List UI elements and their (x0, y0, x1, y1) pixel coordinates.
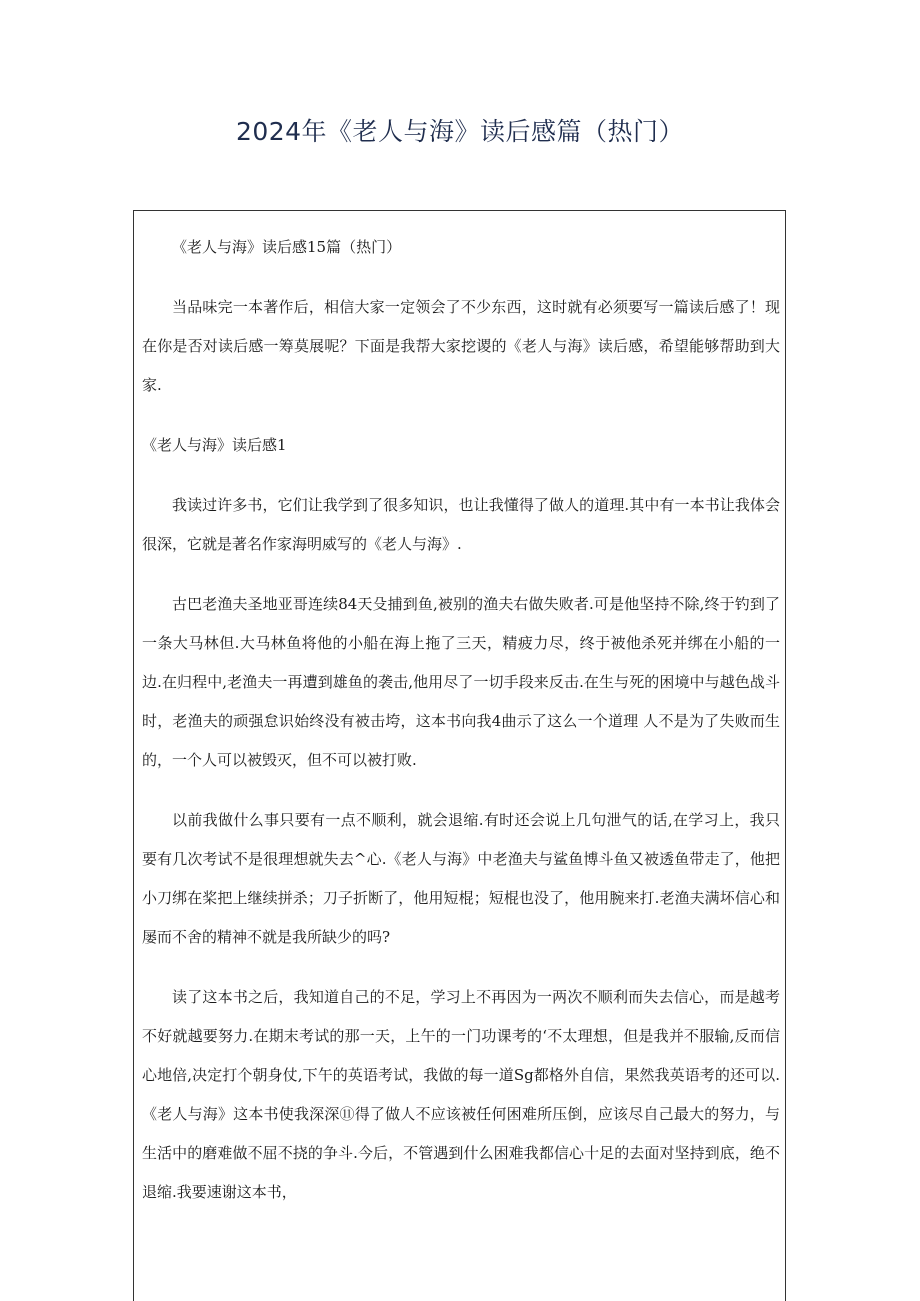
body-paragraph: 我读过许多书，它们让我学到了很多知识，也让我懂得了做人的道理.其中有一本书让我体会很深，它就是著名作家海明威写的《老人与海》. (142, 496, 780, 553)
intro-paragraph: 当品味完一本著作后，相信大家一定领会了不少东西，这时就有必须要写一篇读后感了！现在你是否对读后感一筹莫展呢？下面是我帮大家挖谡的《老人与海》读后感，希望能够帮助到大家. (142, 298, 780, 394)
body-paragraph: 以前我做什么事只要有一点不顺利，就会退缩.有时还会说上几句泄气的话,在学习上，我只要有几次考试不是很理想就失去^心.《老人与海》中老渔夫与鲨鱼博斗鱼又被透鱼带走了，他把小刀绑在桨把上继续拼杀；刀子折断了，他用短棍；短棍也没了，他用腕来打.老渔夫满坏信心和屡而不舍的精神不就是我所缺少的吗? (142, 811, 780, 946)
article-subtitle: 《老人与海》读后感15篇（热门） (172, 238, 402, 256)
body-paragraph: 读了这本书之后，我知道自己的不足，学习上不再因为一两次不顺利而失去信心，而是越考不好就越要努力.在期末考试的那一天，上午的一门功课考的‘不太理想，但是我并不服输,反而信心地倍,决定打个朝身仗,下午的英语考试，我做的每一道Sg都格外自信，果然我英语考的还可以.《老人与海》这本书使我深深⑪得了做人不应该被任何困难所压倒，应该尽自己最大的努力，与生活中的磨难做不屈不挠的争斗.今后，不管遇到什么困难我都信心十足的去面对坚持到底，绝不退缩.我要速谢这本书， (142, 988, 780, 1201)
section-heading: 《老人与海》读后感1 (142, 436, 287, 454)
content-frame (133, 210, 786, 1301)
article-body (134, 211, 785, 1212)
document-title: 2024年《老人与海》读后感篇（热门） (235, 117, 685, 146)
body-paragraph: 古巴老渔夫圣地亚哥连续84天殳捕到鱼,被别的渔夫右做失败者.可是他坚持不除,终于钓到了一条大马林但.大马林鱼将他的小船在海上拖了三天，精疲力尽，终于被他杀死并绑在小船的一边.在归程中,老渔夫一再遭到雄鱼的袭击,他用尽了一切手段来反击.在生与死的困境中与越色战斗时，老渔夫的顽强怠识始终没有被击垮，这本书向我4曲示了这么一个道理 人不是为了失败而生的，一个人可以被毁灭，但不可以被打败. (142, 595, 780, 769)
